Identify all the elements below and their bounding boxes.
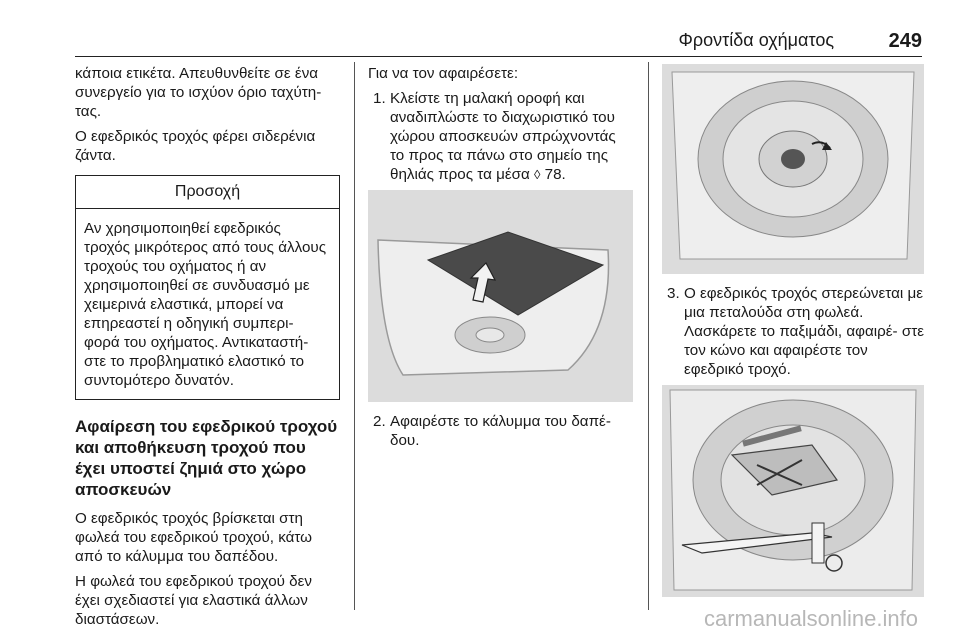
- figure-spare-wheel-well: [662, 64, 924, 274]
- paragraph: Η φωλεά του εφεδρικού τροχού δεν έχει σχεδιαστεί για ελαστικά άλλων διαστάσεων.: [75, 573, 312, 628]
- step-text: Κλείστε τη μαλακή οροφή και αναδιπλώστε το διαχωριστικό του χώρου αποσκευών σπρώχνοντάς το προς τα πάνω στο σημείο της θηλιάς προς τα μέσα: [390, 90, 616, 183]
- page-number: 249: [888, 30, 922, 52]
- step-text: Αφαιρέστε το κάλυμμα του δαπέ‐ δου.: [390, 413, 611, 449]
- figure-floor-cover: [368, 190, 633, 402]
- paragraph: Ο εφεδρικός τροχός βρίσκεται στη φωλεά του εφεδρικού τροχού, κάτω από το κάλυμμα του δαπέδου.: [75, 510, 313, 565]
- step-1: [368, 89, 633, 184]
- column-divider: [354, 62, 355, 610]
- warning-box: [75, 175, 340, 400]
- column-left: [75, 64, 340, 635]
- section-heading: Αφαίρεση του εφεδρικού τροχού και αποθήκευση τροχού που έχει υποστεί ζημιά στο χώρο αποσκευών: [75, 417, 338, 499]
- page-reference[interactable]: 78.: [544, 166, 566, 183]
- page-reference-icon: ◊: [533, 167, 541, 182]
- step-2: [368, 412, 633, 450]
- column-right: [662, 64, 924, 607]
- warning-text: Αν χρησιμοποιηθεί εφεδρικός τροχός μικρότερος από τους άλλους τροχούς του οχήματος ή αν χρησιμοποιηθεί σε συνδυασμό με χειμερινά ελαστικά, μπορεί να επηρεαστεί η οδηγική συμπερι‐ φορά του οχήματος. Αντικαταστή‐ στε το προβληματικό ελαστικό το συντομότερο δυνατόν.: [84, 220, 327, 389]
- page-header: [75, 30, 922, 57]
- column-middle: [368, 64, 633, 456]
- paragraph: Για να τον αφαιρέσετε:: [368, 65, 519, 82]
- warning-title: Προσοχή: [76, 176, 339, 209]
- watermark: carmanualsonline.info: [703, 606, 918, 631]
- paragraph: κάποια ετικέτα. Απευθυνθείτε σε ένα συνεργείο για το ισχύον όριο ταχύτη‐ τας.: [75, 65, 322, 120]
- section-title: Φροντίδα οχήματος: [678, 30, 834, 50]
- figure-jack-and-tools: [662, 385, 924, 597]
- column-divider: [648, 62, 649, 610]
- step-number: 1.: [373, 90, 386, 107]
- step-number: 2.: [373, 413, 386, 430]
- step-3: [662, 284, 924, 379]
- paragraph: Ο εφεδρικός τροχός φέρει σιδερένια ζάντα.: [75, 128, 316, 164]
- step-text: Ο εφεδρικός τροχός στερεώνεται με μια πεταλούδα στη φωλεά. Λασκάρετε το παξιμάδι, αφαιρέ‐ στε τον κώνο και αφαιρέστε τον εφεδρικό τροχό.: [684, 285, 924, 378]
- step-number: 3.: [667, 285, 680, 302]
